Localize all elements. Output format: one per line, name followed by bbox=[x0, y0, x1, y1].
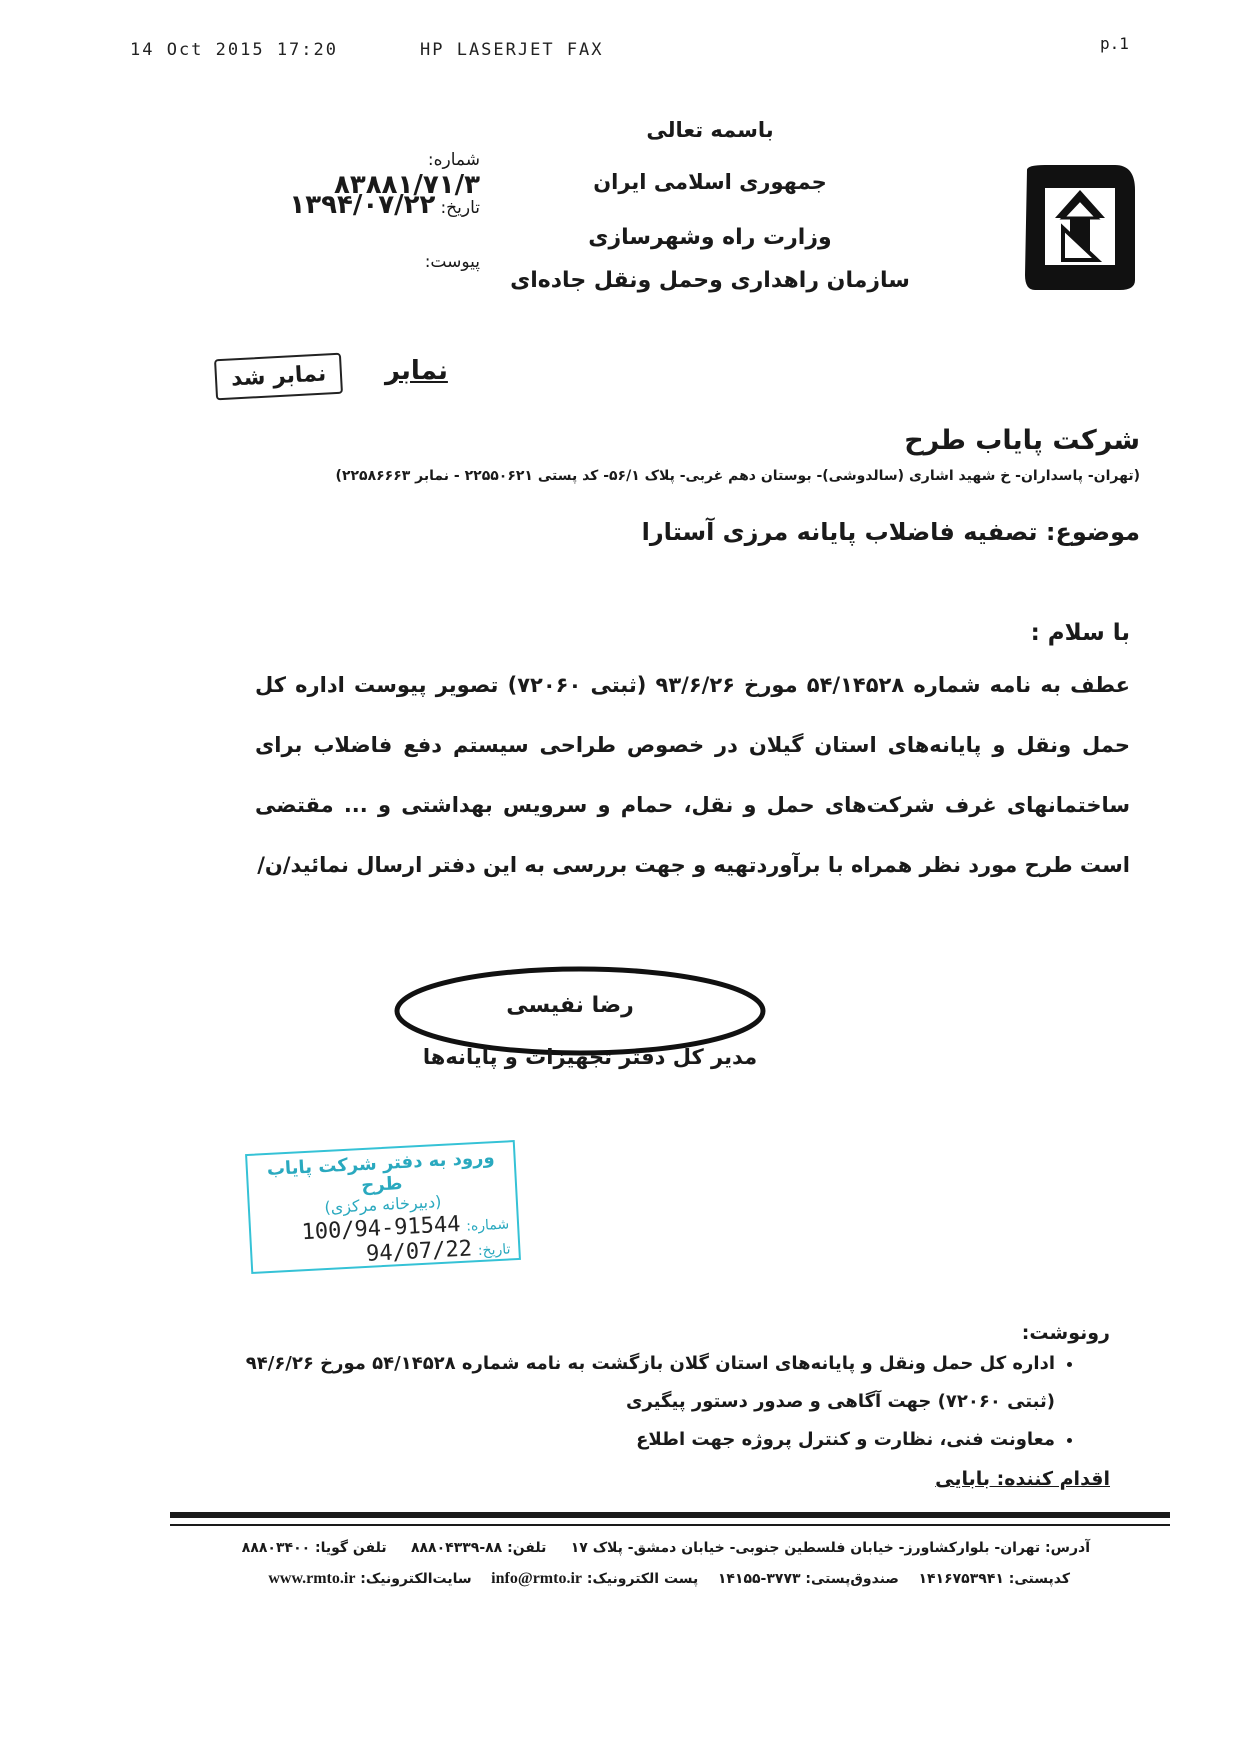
cc-item: • اداره کل حمل ونقل و پایانه‌های استان گلان بازگشت به نامه شماره ۵۴/۱۴۵۲۸ مورخ ۹۴/۶/۲۶ (ثبتی ۷۲۰۶۰) جهت آگاهی و صدور دستور پیگیری bbox=[240, 1345, 1055, 1421]
invocation: باسمه تعالی bbox=[646, 118, 774, 142]
cc-list bbox=[240, 1345, 1085, 1459]
reception-number-value: 100/94-91544 bbox=[300, 1211, 462, 1246]
footer-pobox: صندوق‌پستی: ۳۷۷۳-۱۴۱۵۵ bbox=[717, 1571, 899, 1587]
ministry-name: وزارت راه وشهرسازی bbox=[588, 225, 832, 250]
letter-body: عطف به نامه شماره ۵۴/۱۴۵۲۸ مورخ ۹۳/۶/۲۶ (ثبتی ۷۲۰۶۰) تصویر پیوست اداره کل حمل ونقل و پایانه‌های استان گیلان در خصوص طراحی سیستم دفع فاضلاب برای ساختمانهای غرف شرکت‌های حمل و نقل، حمام و سرویس بهداشتی و ... مقتضی است طرح مورد نظر همراه با برآوردتهیه و جهت بررسی به این دفتر ارسال نمائید/ن/ bbox=[255, 673, 1130, 877]
reception-stamp bbox=[245, 1140, 521, 1274]
fax-page-number: p.1 bbox=[1100, 34, 1129, 53]
fax-header-device: HP LASERJET FAX bbox=[420, 40, 604, 60]
letter-number-value: ۸۳۸۸۱/۷۱/۳ bbox=[334, 170, 480, 200]
action-by: اقدام کننده: بابایی bbox=[935, 1468, 1110, 1490]
faxed-stamp: نمابر شد bbox=[214, 353, 343, 401]
footer-postal: کدپستی: ۱۴۱۶۷۵۳۹۴۱ bbox=[918, 1571, 1070, 1587]
organization-logo-icon bbox=[1015, 160, 1145, 295]
footer-web[interactable]: www.rmto.ir bbox=[268, 1570, 356, 1587]
footer-email[interactable]: info@rmto.ir bbox=[491, 1570, 582, 1587]
greeting: با سلام : bbox=[1030, 620, 1130, 646]
footer-rule-thin bbox=[170, 1524, 1170, 1526]
reception-date-value: 94/07/22 bbox=[365, 1236, 473, 1267]
reception-date-label: تاریخ: bbox=[477, 1241, 511, 1260]
organization-name: سازمان راهداری وحمل ونقل جاده‌ای bbox=[510, 268, 910, 293]
letter-date-label: تاریخ: bbox=[440, 198, 480, 218]
footer-web-label: سایت‌الکترونیک: bbox=[360, 1571, 472, 1587]
signer-title: مدیر کل دفتر تجهیزات و پایانه‌ها bbox=[422, 1045, 758, 1069]
subject-line: موضوع: تصفیه فاضلاب پایانه مرزی آستارا bbox=[641, 518, 1140, 546]
fax-header-datetime: 14 Oct 2015 17:20 bbox=[130, 40, 338, 60]
cc-label: رونوشت: bbox=[1021, 1322, 1110, 1344]
footer-line-1 bbox=[241, 1540, 1090, 1556]
cc-item: • معاونت فنی، نظارت و کنترل پروژه جهت اطلاع bbox=[240, 1421, 1055, 1459]
footer-phone-talk: تلفن گویا: ۸۸۸۰۳۴۰۰ bbox=[241, 1540, 387, 1556]
footer-email-label: پست الکترونیک: bbox=[586, 1571, 699, 1587]
country-name: جمهوری اسلامی ایران bbox=[593, 170, 827, 194]
recipient-address: (تهران- پاسداران- خ شهید اشاری (سالدوشی)- بوستان دهم غربی- پلاک ۵۶/۱- کد پستی ۲۲۵۵۰۶۲۱ - نمابر ۲۲۵۸۶۶۶۳) bbox=[335, 468, 1140, 484]
reception-number-label: شماره: bbox=[465, 1216, 510, 1235]
signer-name: رضا نفیسی bbox=[506, 993, 634, 1018]
letter-number-label: شماره: bbox=[427, 150, 480, 170]
footer-rule-thick bbox=[170, 1512, 1170, 1518]
letter-date-value: ۱۳۹۴/۰۷/۲۲ bbox=[289, 190, 436, 220]
footer-address: آدرس: تهران- بلوارکشاورز- خیابان فلسطین جنوبی- خیابان دمشق- پلاک ۱۷ bbox=[570, 1540, 1090, 1556]
reception-stamp-subtitle: (دبیرخانه مرکزی) bbox=[323, 1191, 442, 1218]
footer-phone: تلفن: ۸۸-۸۸۸۰۴۳۳۹ bbox=[410, 1540, 547, 1556]
fax-label: نمابر bbox=[385, 356, 448, 386]
reception-stamp-title: ورود به دفتر شرکت پایاب طرح bbox=[266, 1147, 496, 1197]
recipient-name: شرکت پایاب طرح bbox=[904, 425, 1140, 456]
attachment-label: پیوست: bbox=[424, 252, 480, 272]
footer-line-2 bbox=[270, 1570, 1070, 1588]
